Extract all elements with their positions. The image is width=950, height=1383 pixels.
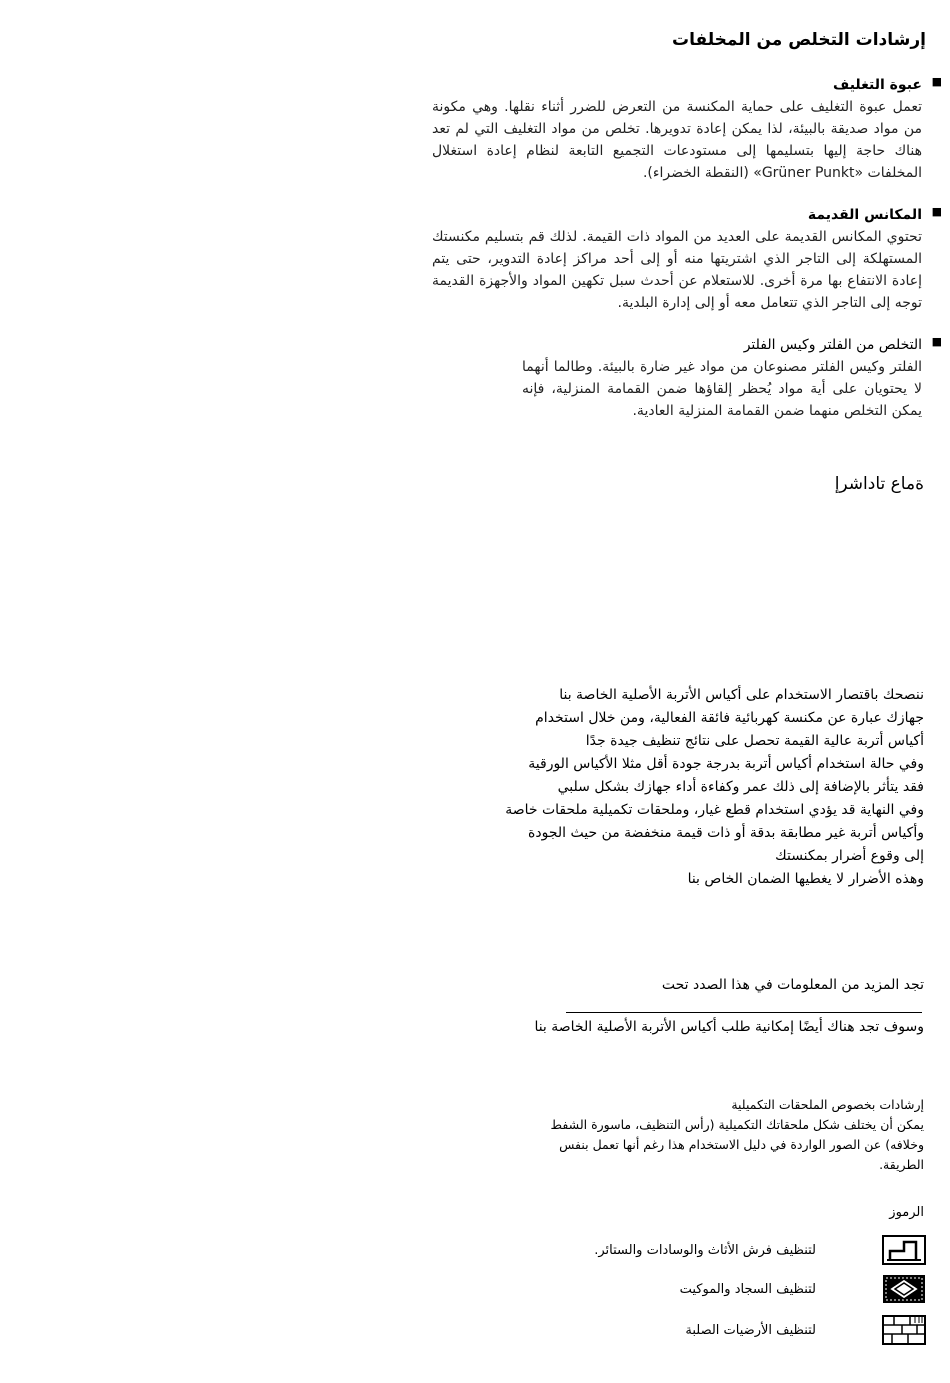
symbol-label: لتنظيف فرش الأثاث والوسادات والستائر. bbox=[594, 1243, 816, 1258]
order-bags-text: وسوف تجد هناك أيضًا إمكانية طلب أكياس الأتربة الأصلية الخاصة بنا bbox=[534, 1019, 924, 1035]
filter-section bbox=[522, 334, 942, 422]
symbol-row-upholstery bbox=[506, 1235, 926, 1269]
packaging-title: عبوة التغليف bbox=[833, 77, 922, 93]
accessories-block bbox=[524, 1095, 924, 1175]
upholstery-icon bbox=[882, 1235, 926, 1265]
symbol-label: لتنظيف الأرضيات الصلبة bbox=[685, 1323, 816, 1338]
advice-line: وهذه الأضرار لا يغطيها الضمان الخاص بنا bbox=[687, 871, 924, 887]
advice-line: وفي حالة استخدام أكياس أتربة بدرجة جودة أقل مثلا الأكياس الورقية فقد يتأثر بالإضافة إلى ذلك عمر وكفاءة أداء جهازك بشكل سلبي bbox=[528, 756, 924, 795]
symbol-label: لتنظيف السجاد والموكيت bbox=[679, 1282, 816, 1297]
advice-line: جهازك عبارة عن مكنسة كهربائية فائقة الفعالية، ومن خلال استخدام أكياس أتربة عالية القيمة تحصل على نتائج تنظيف جيدة جدًا bbox=[535, 710, 924, 749]
disposal-heading: إرشادات التخلص من المخلفات bbox=[672, 30, 926, 50]
advice-line: وفي النهاية قد يؤدي استخدام قطع غيار، وملحقات تكميلية ملحقات خاصة وأكياس أتربة غير مطابقة بدقة أو ذات قيمة منخفضة من حيث الجودة إلى وقوع أضرار بمكنستك bbox=[505, 802, 924, 864]
old-vacuums-text: تحتوي المكانس القديمة على العديد من المواد ذات القيمة. لذلك قم بتسليم مكنستك المستهلكة إلى التاجر الذي اشتريتها منه أو إلى أحد مراكز إعادة التدوير، حتى يتم إعادة الانتفاع بها مرة أخرى. للاستعلام عن أحدث سبل تكهين المواد والأجهزة القديمة توجه إلى التاجر الذي تتعامل معه أو إلى إدارة البلدية. bbox=[432, 229, 922, 311]
link-underline bbox=[566, 1012, 922, 1013]
packaging-text: تعمل عبوة التغليف على حماية المكنسة من التعرض للضرر أثناء نقلها. وهي مكونة من مواد صديقة بالبيئة، لذا يمكن إعادة تدويرها. تخلص من مواد التغليف التي لم تعد هناك حاجة إليها بتسليمها إلى مستودعات التجميع التابعة لنظام إعادة استغلال المخلفات «Grüner Punkt» (النقطة الخضراء). bbox=[432, 99, 922, 181]
filter-title: التخلص من الفلتر وكيس الفلتر bbox=[743, 337, 922, 353]
more-info-text: تجد المزيد من المعلومات في هذا الصدد تحت bbox=[661, 977, 924, 993]
hard-floor-icon bbox=[882, 1315, 926, 1345]
old-vacuums-section bbox=[432, 204, 942, 314]
bullet-icon: ■ bbox=[931, 75, 942, 88]
advice-block bbox=[504, 684, 924, 891]
symbol-row-carpet bbox=[506, 1274, 926, 1308]
filter-text: الفلتر وكيس الفلتر مصنوعان من مواد غير ضارة بالبيئة. وطالما أنهما لا يحتويان على أية مواد يُحظر إلقاؤها ضمن القمامة المنزلية، فإنه يمكن التخلص منهما ضمن القمامة المنزلية العادية. bbox=[522, 359, 922, 419]
bullet-icon: ■ bbox=[931, 335, 942, 348]
carpet-icon bbox=[882, 1274, 926, 1304]
symbols-title: الرموز bbox=[889, 1205, 924, 1220]
accessories-text: يمكن أن يختلف شكل ملحقاتك التكميلية (رأس التنظيف، ماسورة الشفط وخلافه) عن الصور الواردة في دليل الاستخدام هذا رغم أنها تعمل بنفس الطريقة. bbox=[550, 1117, 924, 1172]
accessories-title: إرشادات بخصوص الملحقات التكميلية bbox=[731, 1097, 924, 1112]
packaging-section bbox=[432, 74, 942, 184]
general-heading: ةماع تاداشرإ bbox=[834, 474, 924, 494]
bullet-icon: ■ bbox=[931, 205, 942, 218]
symbol-row-hard-floor bbox=[506, 1315, 926, 1349]
old-vacuums-title: المكانس القديمة bbox=[807, 207, 922, 223]
advice-line: ننصحك باقتصار الاستخدام على أكياس الأتربة الأصلية الخاصة بنا bbox=[559, 687, 924, 703]
